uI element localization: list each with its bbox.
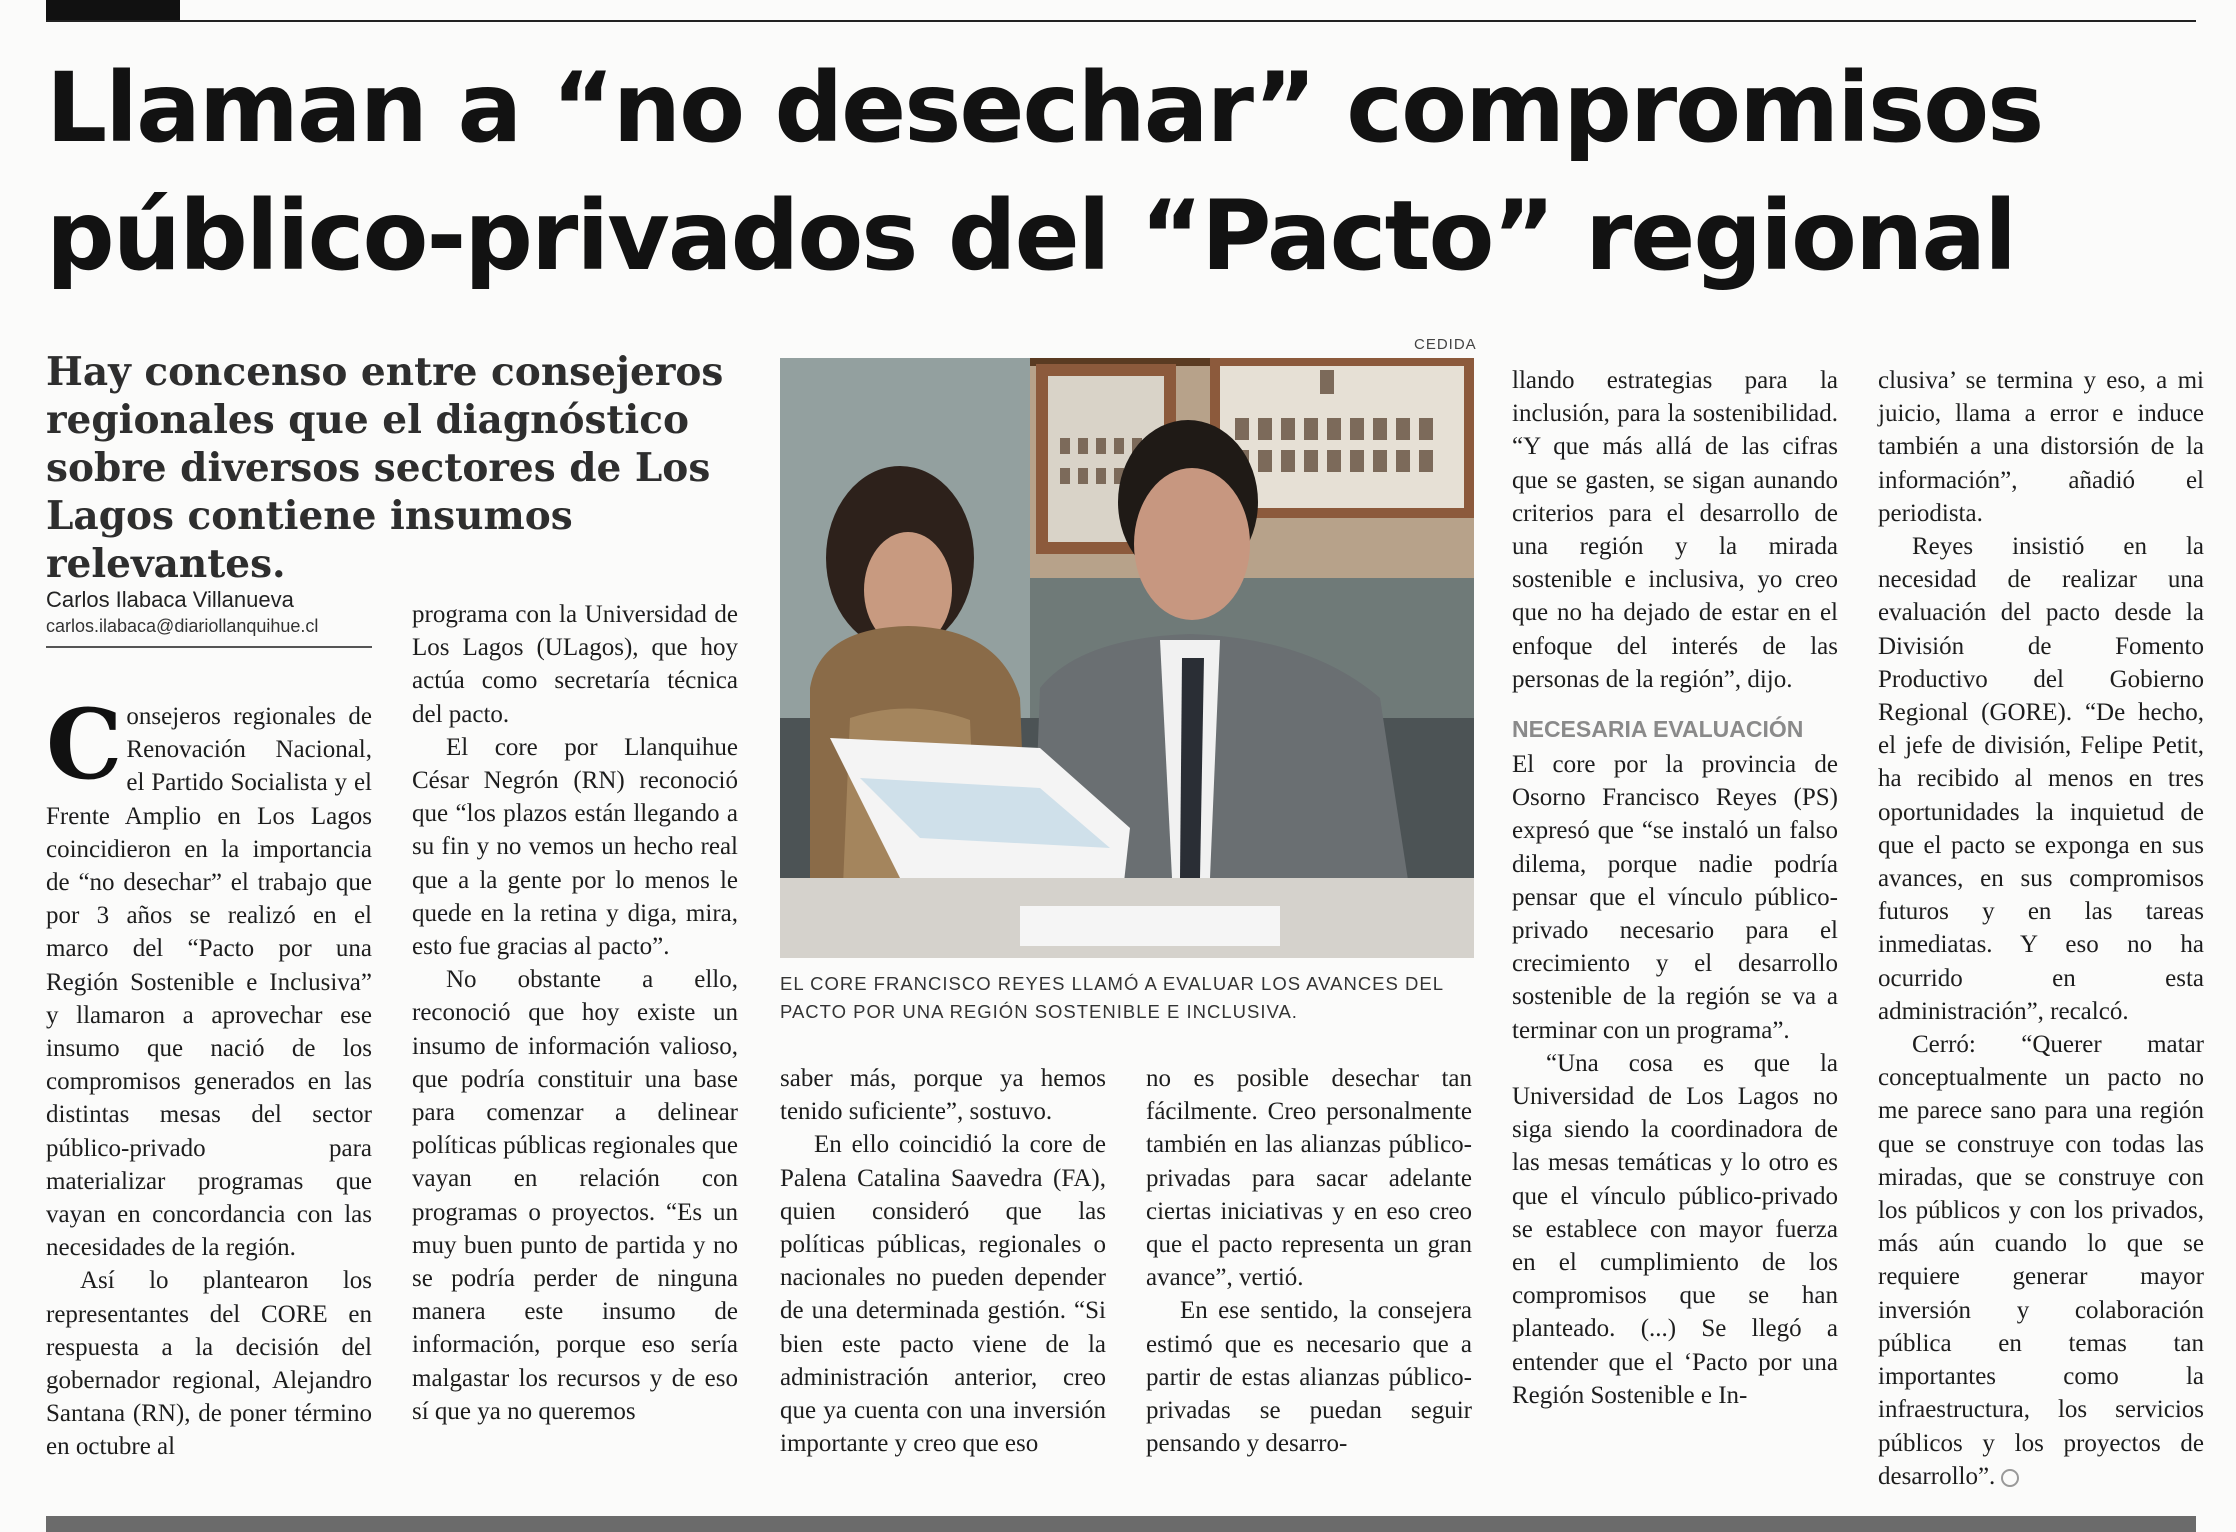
section-tab-marker xyxy=(46,0,180,21)
article-paragraph: El core por Llanquihue César Negrón (RN) reconoció que “los plazos están llegando a su fin y no vemos un hecho real que a la gente por lo menos le quede en la retina y diga, mira, esto fue gracias al pacto”. xyxy=(412,733,738,961)
article-photo xyxy=(780,358,1474,958)
section-subhead: NECESARIA EVALUACIÓN xyxy=(1512,716,1804,743)
article-paragraph: saber más, porque ya hemos tenido suficiente”, sostuvo. xyxy=(780,1065,1106,1126)
article-paragraph: Reyes insistió en la necesidad de realizar una evaluación del pacto desde la División de Fomento Productivo del Gobierno Regional (GORE). “De hecho, el jefe de división, Felipe Petit, ha recibido al menos en tres oportunidades la inquietud de que el pacto se exponga en sus avances, en sus compromisos futuros y en las tareas inmediatas. Y eso no ha ocurrido en esta administración”, recalcó. xyxy=(1878,533,2204,1025)
top-rule xyxy=(46,20,2196,22)
article-paragraph: programa con la Universidad de Los Lagos (ULagos), que hoy actúa como secretaría técnica del pacto. xyxy=(412,601,738,728)
photo-credit: CEDIDA xyxy=(1414,336,1477,353)
end-of-article-icon xyxy=(2001,1469,2019,1487)
byline xyxy=(46,586,372,648)
headline-line-2: público-privados del “Pacto” regional xyxy=(46,180,2015,292)
article-column-6 xyxy=(1878,364,2204,1493)
article-paragraph: Consejeros regionales de Renovación Nacional, el Partido Socialista y el Frente Amplio en Los Lagos coincidieron en la importancia de “no desechar” el trabajo que por 3 años se realizó en el marco del “Pacto por una Región Sostenible e Inclusiva” y llamaron a aprovechar ese insumo que nació de los compromisos generados en las distintas mesas del sector público-privado para materializar programas que vayan en concordancia con las necesidades de la región. xyxy=(46,688,372,1262)
article-paragraph: En ello coincidió la core de Palena Catalina Saavedra (FA), quien consideró que las políticas públicas, regionales o nacionales no pueden depender de una determinada gestión. “Si bien este pacto viene de la administración anterior, creo que ya cuenta con una inversión importante y creo que eso xyxy=(780,1131,1106,1458)
article-paragraph: no es posible desechar tan fácilmente. Creo personalmente también en las alianzas público-privadas para sacar adelante ciertas iniciativas y en eso creo que el pacto representa un gran avance”, vertió. xyxy=(1146,1065,1472,1292)
article-column-3 xyxy=(780,1062,1106,1460)
article-paragraph: clusiva’ se termina y eso, a mi juicio, llama a error e induce también a una distorsión de la información”, añadió el periodista. xyxy=(1878,367,2204,527)
article-paragraph: Cerró: “Querer matar conceptualmente un pacto no me parece sano para una región que se construye con todas las miradas, que se construye con los públicos y con los privados, más aún cuando lo que se requiere generar mayor inversión y colaboración pública en temas tan importantes como la infraestructura, los servicios públicos y los proyectos de desarrollo”. xyxy=(1878,1031,2204,1490)
author-email[interactable]: carlos.ilabaca@diariollanquihue.cl xyxy=(46,616,319,636)
author-name: Carlos Ilabaca Villanueva xyxy=(46,587,294,612)
dek-subtitle: Hay concenso entre consejeros regionales que el diagnóstico sobre diversos sectores de Los Lagos contiene insumos relevantes. xyxy=(46,349,724,587)
article-column-2 xyxy=(412,598,738,1428)
article-paragraph: llando estrategias para la inclusión, para la sostenibilidad. “Y que más allá de las cifras que se gasten, se sigan aunando criterios para el desarrollo de una región y la mirada sostenible e inclusiva, yo creo que no ha dejado de estar en el enfoque del interés de las personas de la región”, dijo. xyxy=(1512,367,1838,693)
bottom-rule xyxy=(46,1516,2196,1532)
article-paragraph: Así lo plantearon los representantes del CORE en respuesta a la decisión del gobernador regional, Alejandro Santana (RN), de poner término en octubre al xyxy=(46,1267,372,1461)
drop-cap: C xyxy=(46,688,123,801)
article-paragraph: No obstante a ello, reconoció que hoy existe un insumo de información valioso, que podría constituir una base para comenzar a delinear políticas públicas regionales que vayan en relación con programas o proyectos. “Es un muy buen punto de partida y no se podría perder de ninguna manera este insumo de información, porque eso sería malgastar los recursos y de eso sí que ya no queremos xyxy=(412,966,738,1425)
article-paragraph: En ese sentido, la consejera estimó que es necesario que a partir de estas alianzas público-privadas se puedan seguir pensando y desarro- xyxy=(1146,1297,1472,1458)
article-column-4 xyxy=(1146,1062,1472,1460)
article-column-5 xyxy=(1512,364,1838,1412)
article-paragraph: “Una cosa es que la Universidad de Los Lagos no siga siendo la coordinadora de las mesas temáticas y lo otro es que el vínculo público-privado se establece con mayor fuerza en el cumplimiento de los compromisos que se han planteado. (...) Se llegó a entender que el ‘Pacto por una Región Sostenible e In- xyxy=(1512,1049,1838,1409)
article-paragraph: El core por la provincia de Osorno Francisco Reyes (PS) expresó que “se instaló un falso dilema, porque nadie podría pensar que el vínculo público-privado necesario para el crecimiento y el desarrollo sostenible de la región se va a terminar con un programa”. xyxy=(1512,751,1838,1044)
headline-line-1: Llaman a “no desechar” compromisos xyxy=(46,52,2043,164)
photo-caption: EL CORE FRANCISCO REYES LLAMÓ A EVALUAR LOS AVANCES DEL PACTO POR UNA REGIÓN SOSTENIBLE E INCLUSIVA. xyxy=(780,973,1444,1022)
article-column-1 xyxy=(46,688,372,1464)
headline xyxy=(46,44,2206,300)
